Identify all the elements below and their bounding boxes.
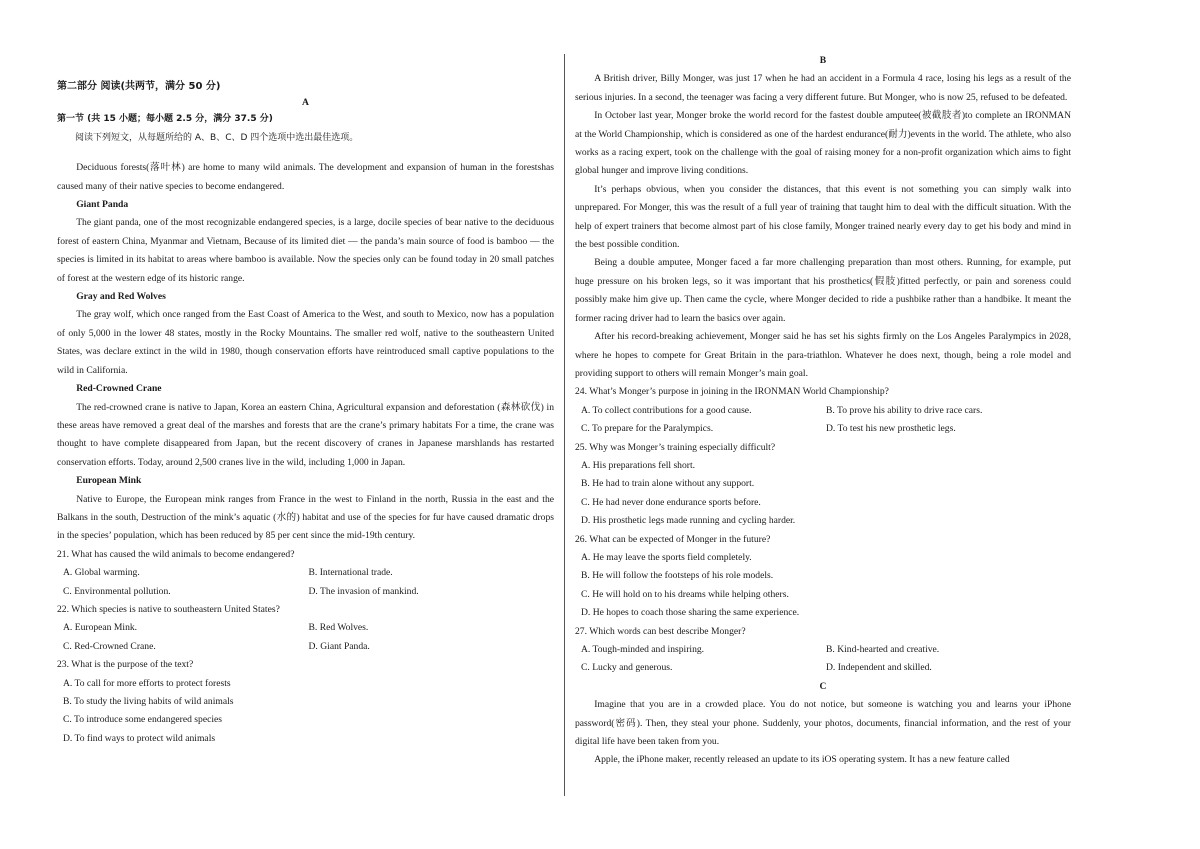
column-divider	[564, 54, 565, 796]
q24-options-row-1	[575, 402, 1071, 420]
question-21: 21. What has caused the wild animals to become endangered?	[57, 548, 295, 560]
crane-heading: Red-Crowned Crane	[76, 383, 162, 395]
q25-option-a[interactable]: A. His preparations fell short.	[581, 459, 696, 471]
q22-options-row-2	[57, 638, 554, 656]
q22-option-d[interactable]: D. Giant Panda.	[308, 640, 370, 652]
q26-option-d[interactable]: D. He hopes to coach those sharing the same experience.	[581, 607, 800, 619]
passage-c-label: C	[819, 680, 827, 692]
q27-options-row-1	[575, 641, 1071, 659]
q25-option-c[interactable]: C. He had never done endurance sports before.	[581, 496, 761, 508]
q24-option-d[interactable]: D. To test his new prosthetic legs.	[826, 423, 956, 435]
mink-paragraph: Native to Europe, the European mink ranges from France in the west to Finland in the north, Russia in the east and the Balkans in the south, Destruction of the mink’s aquatic (水的) habitat and use of the species for fur have caused dramatic drops in the species’ population, which has been reduced by 85 per cent since the mid-19th century.	[57, 493, 554, 542]
instruction: 阅读下列短文，从每题所给的 A、B、C、D 四个选项中选出最佳选项。	[75, 132, 359, 143]
q27-option-a[interactable]: A. Tough-minded and inspiring.	[581, 644, 705, 655]
part-title: 第二部分 阅读(共两节，满分 50 分)	[57, 81, 221, 92]
giant-panda-paragraph: The giant panda, one of the most recognizable endangered species, is a large, docile species of bear native to the deciduous forest of eastern China, Myanmar and Vietnam, Because of its limited diet — the panda’s main source of food is bamboo — the species is limited in its habitat to areas where bamboo is available. Now the species only can be found today in 20 small patches of forest at the western edge of its historic range.	[57, 217, 554, 284]
q24-option-b[interactable]: B. To prove his ability to drive race cars.	[826, 404, 983, 416]
right-column	[575, 52, 1071, 770]
q22-option-a[interactable]: A. European Mink.	[63, 622, 138, 634]
q21-options-row-1	[57, 564, 554, 582]
passage-b-paragraph-3: It’s perhaps obvious, when you consider the distances, that this event is not something you can simply walk into unprepared. For Monger, this was the result of a full year of training that taught him to deal with the difficult situation. With the help of expert trainers that become almost part of his close family, Monger trained nearly every day to get his body and mind in the best possible condition.	[575, 183, 1071, 251]
q23-option-c[interactable]: C. To introduce some endangered species	[63, 714, 222, 726]
passage-b-paragraph-2: In October last year, Monger broke the world record for the fastest double amputee(被截肢者)to complete an IRONMAN at the World Championship, which is considered as one of the hardest endurance(耐力)events in the world. The athlete, who also works as a racing expert, took on the challenge with the goal of raising money for a non-profit organization which aims to fight global hunger and improve living conditions.	[575, 110, 1071, 177]
q21-options-row-2	[57, 583, 554, 601]
q22-option-c[interactable]: C. Red-Crowned Crane.	[63, 640, 156, 652]
passage-c-paragraph-2: Apple, the iPhone maker, recently released an update to its iOS operating system. It has a new feature called	[594, 754, 1010, 766]
q21-option-c[interactable]: C. Environmental pollution.	[63, 585, 171, 597]
section-title: 第一节 (共 15 小题；每小题 2.5 分，满分 37.5 分)	[57, 114, 273, 125]
q23-option-d[interactable]: D. To find ways to protect wild animals	[63, 732, 216, 744]
q23-option-b[interactable]: B. To study the living habits of wild animals	[63, 696, 234, 707]
q24-option-a[interactable]: A. To collect contributions for a good cause.	[581, 404, 752, 416]
question-26: 26. What can be expected of Monger in the future?	[575, 533, 771, 545]
question-24: 24. What’s Monger’s purpose in joining in the IRONMAN World Championship?	[575, 386, 889, 398]
q26-option-a[interactable]: A. He may leave the sports field completely.	[581, 551, 752, 563]
q21-option-d[interactable]: D. The invasion of mankind.	[308, 585, 419, 597]
crane-paragraph: The red-crowned crane is native to Japan, Korea an eastern China, Agricultural expansion and deforestation (森林砍伐) in these areas have removed a great deal of the marshes and forests that are the crane’s primary habitats For a time, the crane was thought to have complete disappeared from Japan, but the recent discovery of cranes in Japanese marshlands has restarted conservation efforts. Today, around 2,500 cranes live in the wild, including 1,000 in Japan.	[57, 401, 554, 468]
q25-option-b[interactable]: B. He had to train alone without any support.	[581, 478, 755, 490]
passage-b-label: B	[819, 55, 827, 66]
q21-option-a[interactable]: A. Global warming.	[63, 567, 140, 579]
q23-option-a[interactable]: A. To call for more efforts to protect forests	[63, 677, 231, 689]
wolves-heading: Gray and Red Wolves	[76, 291, 166, 303]
question-22: 22. Which species is native to southeastern United States?	[57, 603, 280, 615]
q27-option-c[interactable]: C. Lucky and generous.	[581, 662, 673, 674]
q22-options-row-1	[57, 619, 554, 637]
q21-option-b[interactable]: B. International trade.	[308, 567, 393, 579]
q27-option-b[interactable]: B. Kind-hearted and creative.	[826, 644, 940, 655]
passage-b-paragraph-5: After his record-breaking achievement, Monger said he has set his sights firmly on the Los Angeles Paralympics in 2028, where he hopes to compete for Great Britain in the para-triathlon. Whatever he does next, though, being a role model and providing support to others will remain Monger’s main goal.	[575, 331, 1071, 379]
passage-c-paragraph-1: Imagine that you are in a crowded place. You do not notice, but someone is watching you and learns your iPhone password(密码). Then, they steal your phone. Suddenly, your photos, documents, financial information, and the rest of your digital life have been taken from you.	[575, 699, 1071, 748]
q27-options-row-2	[575, 659, 1071, 677]
q24-options-row-2	[575, 420, 1071, 438]
passage-b-paragraph-4: Being a double amputee, Monger faced a far more challenging preparation than most others. Running, for example, put huge pressure on his broken legs, so it was important that his prosthetics(假肢)fitted perfectly, or pain and soreness could possibly make him give up. Then came the cycle, where Monger decided to ride a pushbike rather than a handbike. It meant the former racing driver had to learn the basics over again.	[575, 257, 1071, 324]
passage-b-paragraph-1: A British driver, Billy Monger, was just 17 when he had an accident in a Formula 4 race, losing his legs as a result of the serious injuries. In a second, the teenager was facing a very different future. But Monger, who is now 25, refused to be defeated.	[575, 73, 1071, 103]
question-25: 25. Why was Monger’s training especially difficult?	[575, 441, 776, 453]
q25-option-d[interactable]: D. His prosthetic legs made running and cycling harder.	[581, 515, 796, 527]
question-23: 23. What is the purpose of the text?	[57, 659, 194, 671]
wolves-paragraph: The gray wolf, which once ranged from the East Coast of America to the West, and south to Mexico, now has a population of only 5,000 in the lower 48 states, mostly in the Rocky Mountains. The smaller red wolf, native to the southeastern United States, was declare extinct in the wild in 1980, though conservation efforts have reintroduced small captive populations to the wild in California.	[57, 309, 554, 376]
giant-panda-heading: Giant Panda	[76, 199, 129, 211]
q26-option-c[interactable]: C. He will hold on to his dreams while helping others.	[581, 588, 789, 600]
q27-option-d[interactable]: D. Independent and skilled.	[826, 662, 932, 674]
mink-heading: European Mink	[76, 475, 142, 487]
passage-a-label: A	[302, 97, 309, 109]
q22-option-b[interactable]: B. Red Wolves.	[308, 622, 369, 634]
left-column	[57, 52, 554, 748]
question-27: 27. Which words can best describe Monger?	[575, 625, 746, 637]
q24-option-c[interactable]: C. To prepare for the Paralympics.	[581, 423, 714, 435]
intro-paragraph: Deciduous forests(落叶林) are home to many wild animals. The development and expansion of human in the forestshas caused many of their native species to become endangered.	[57, 162, 554, 192]
q26-option-b[interactable]: B. He will follow the footsteps of his role models.	[581, 570, 774, 582]
